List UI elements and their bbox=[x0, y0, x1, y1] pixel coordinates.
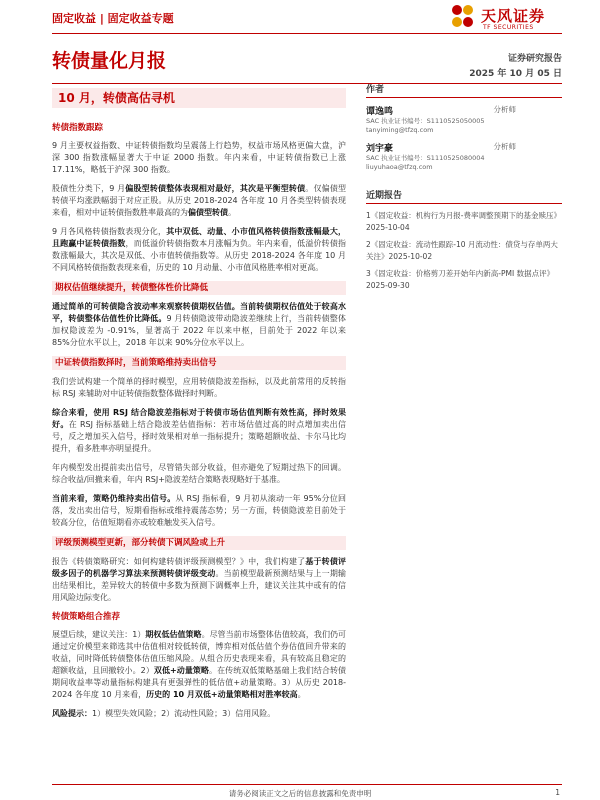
section-heading: 期权估值继续提升，转债整体性价比降低 bbox=[52, 281, 346, 295]
related-report-link[interactable]: 1《固定收益：机构行为月报-费率调整预期下的基金赎压》 2025-10-04 bbox=[366, 211, 561, 232]
section-paragraph bbox=[52, 183, 346, 219]
analyst-email[interactable]: liuyuhaoa@tfzq.com bbox=[366, 163, 433, 171]
related-report-link[interactable]: 3《固定收益：价格剪刀差开始年内新高-PMI 数据点评》 2025-09-30 bbox=[366, 269, 555, 290]
section-heading: 评级预测模型更新，部分转债下调风险或上升 bbox=[52, 536, 346, 550]
analyst-email[interactable]: tanyiming@tfzq.com bbox=[366, 126, 434, 134]
report-type: 证券研究报告 bbox=[507, 54, 562, 64]
breadcrumb: 固定收益 | 固定收益专题 bbox=[52, 12, 174, 25]
body-text: 从 RSJ 指标看，9 月初从滚动一年 95%分位回落，发出卖出信号，短期看指标或维持震荡态势；另一方面，转债隐波差目前处于较高分位，估值短期看亦或较难触发买入信号。 bbox=[52, 494, 346, 527]
analyst-role: 分析师 bbox=[493, 105, 516, 114]
emphasis-text: 风险提示： bbox=[52, 709, 92, 718]
report-subtitle: 10 月，转债高估寻机 bbox=[52, 88, 346, 108]
body-text: ，而低溢价转债指数本月涨幅为负。年内来看，低溢价转债指数涨幅最大，其次是双低、小市值转债指数等。从历史 2018-2024 各年度 10 月不同风格转债指数表现来看，历史的 10 月动量、小市值风格胜率相对更高。 bbox=[52, 239, 347, 272]
body-text: 9 月主要权益指数、中证转债指数均呈震荡上行趋势，权益市场风格更偏大盘，沪深 300 指数涨幅显著大于中证 2000 指数。年内来看，中证转债指数已上涨 17.11%，略低于沪深 300 指数。 bbox=[52, 141, 346, 174]
section-heading: 转债指数跟踪 bbox=[52, 123, 104, 133]
emphasis-text: 历史的 10 月双低+动量策略相对胜率较高 bbox=[146, 690, 298, 699]
footer-disclaimer: 请务必阅读正文之后的信息披露和免责申明 bbox=[228, 789, 372, 798]
report-date: 2025 年 10 月 05 日 bbox=[469, 69, 562, 79]
section-paragraph bbox=[52, 556, 346, 604]
related-report-link[interactable]: 2《固定收益：流动性跟踪-10 月流动性：债贷与存单两大关注》2025-10-02 bbox=[366, 240, 558, 261]
analyst-name: 刘宇豪 bbox=[366, 144, 394, 154]
report-title: 转债量化月报 bbox=[52, 50, 167, 72]
section-paragraph bbox=[52, 407, 346, 455]
tf-logo-icon bbox=[447, 2, 479, 34]
body-text: 年内模型发出提前卖出信号，尽管错失部分收益，但亦避免了短期过热下的回调。综合收益/回撤来看，年内 RSJ+隐波差结合策略表现略好于基准。 bbox=[52, 463, 346, 484]
section-paragraph bbox=[52, 708, 346, 720]
analyst-cert: SAC 执业证书编号：S1110525080004 bbox=[366, 154, 485, 162]
body-text: 9 月各风格转债指数表现分化， bbox=[52, 227, 167, 236]
body-text: 。 bbox=[297, 690, 306, 699]
emphasis-text: 通过简单的可转债隐含波动率来观察转债期权估值。当前转债期权估值处于较高水平，转债整体估值性价比降低。 bbox=[52, 302, 346, 323]
emphasis-text: 综合来看，使用 RSJ 结合隐波差指标对于转债市场估值判断有效性高，择时效果好。 bbox=[52, 408, 346, 429]
section-paragraph bbox=[52, 493, 346, 529]
body-text: 。 bbox=[228, 208, 236, 217]
brand-name-en: TF SECURITIES bbox=[483, 24, 534, 31]
section-heading: 转债策略组合推荐 bbox=[52, 612, 121, 622]
body-text: 。尽管当前市场整体估值较高，我们仍可通过定价模型来筛选其中估值相对较低转债，博弈相对低估值个券估值回升带来的收益，同时降低转债整体估值压缩风险。从组合历史表现来看，具有较高且稳定的超额收益，且回撤较小。2） bbox=[52, 630, 347, 675]
body-text: 。仅偏债型转债平均涨跌幅弱于对应正股。从历史 2018-2024 各年度 10 月各类型转债表现来看，相对中证转债指数胜率最高的为 bbox=[52, 184, 347, 217]
analyst-card bbox=[366, 104, 562, 135]
related-reports-heading: 近期报告 bbox=[366, 188, 562, 204]
brand-name: 天风证券 bbox=[481, 7, 546, 25]
section-paragraph bbox=[52, 301, 346, 349]
sidebar bbox=[366, 82, 562, 297]
body-text: 1）模型失效风险；2）流动性风险；3）信用风险。 bbox=[92, 709, 276, 718]
authors-heading: 作者 bbox=[366, 82, 562, 98]
footer-divider bbox=[52, 784, 562, 785]
section-heading: 中证转债指数择时，当前策略维持卖出信号 bbox=[52, 356, 346, 370]
emphasis-text: 双低+动量策略 bbox=[153, 666, 210, 675]
section-paragraph bbox=[52, 462, 346, 486]
emphasis-text: 当前来看，策略仍维持卖出信号。 bbox=[52, 494, 176, 503]
brand-logo bbox=[447, 2, 557, 34]
analyst-cert: SAC 执业证书编号：S1110525050005 bbox=[366, 117, 485, 125]
body-text: 在 RSJ 指标基础上结合隐波差估值指标：若市场估值过高的时点增加卖出信号，反之增加买入信号，择时效果相对单一指标提升；策略超额收益、卡尔马比均提升，看多胜率亦明显提升。 bbox=[52, 420, 346, 453]
section-paragraph bbox=[52, 629, 346, 701]
section-paragraph bbox=[52, 140, 346, 176]
emphasis-text: 偏债型转债 bbox=[188, 208, 228, 217]
emphasis-text: 期权低估值策略 bbox=[145, 630, 202, 639]
analyst-name: 谭逸鸣 bbox=[366, 107, 394, 117]
body-text: 9 月转债隐波带动隐波差继续上行，当前转债整体加权隐波差为 -0.91%，显著高于 2022 年以来中枢，目前处于 2022 年以来 85%分位水平以上，2018 年以来 90%分位水平以上。 bbox=[52, 314, 346, 347]
emphasis-text: 其中双低、动量、小市值风格转债指数涨幅最大，且跑赢中证转债指数 bbox=[52, 227, 347, 248]
section-paragraph bbox=[52, 376, 346, 400]
page-number: 1 bbox=[555, 788, 560, 797]
body-text: 展望后续，建议关注：1） bbox=[52, 630, 146, 639]
header-divider bbox=[52, 33, 562, 34]
section-paragraph bbox=[52, 226, 346, 274]
body-text: 。当前模型最新预测结果与上一期输出结果相比，差异较大的转债中多数为预测下调概率上升，建议关注其中或有的信用风险边际变化。 bbox=[52, 569, 347, 602]
body-text: 。在传统双低策略基础上我们结合转债期间收益率等动量指标构建具有更强弹性的低估值+动量策略。3）从历史 2018-2024 各年度 10 月来看， bbox=[52, 666, 347, 699]
analyst-card bbox=[366, 141, 562, 172]
body-text: 报告《转债策略研究：如何构建转债评级预测模型？》中，我们构建了 bbox=[52, 557, 306, 566]
emphasis-text: 偏股型转债整体表现相对最好，其次是平衡型转债 bbox=[125, 184, 306, 193]
emphasis-text: 基于转债评级多因子的机器学习算法来预测转债评级变动 bbox=[52, 557, 346, 578]
body-text: 股债性分类下，9 月 bbox=[52, 184, 126, 193]
analyst-role: 分析师 bbox=[493, 142, 516, 151]
main-content bbox=[52, 118, 346, 727]
body-text: 我们尝试构建一个简单的择时模型，应用转债隐波差指标，以及此前常用的反转指标 RSJ 来辅助对中证转债指数整体做择时判断。 bbox=[52, 377, 346, 398]
